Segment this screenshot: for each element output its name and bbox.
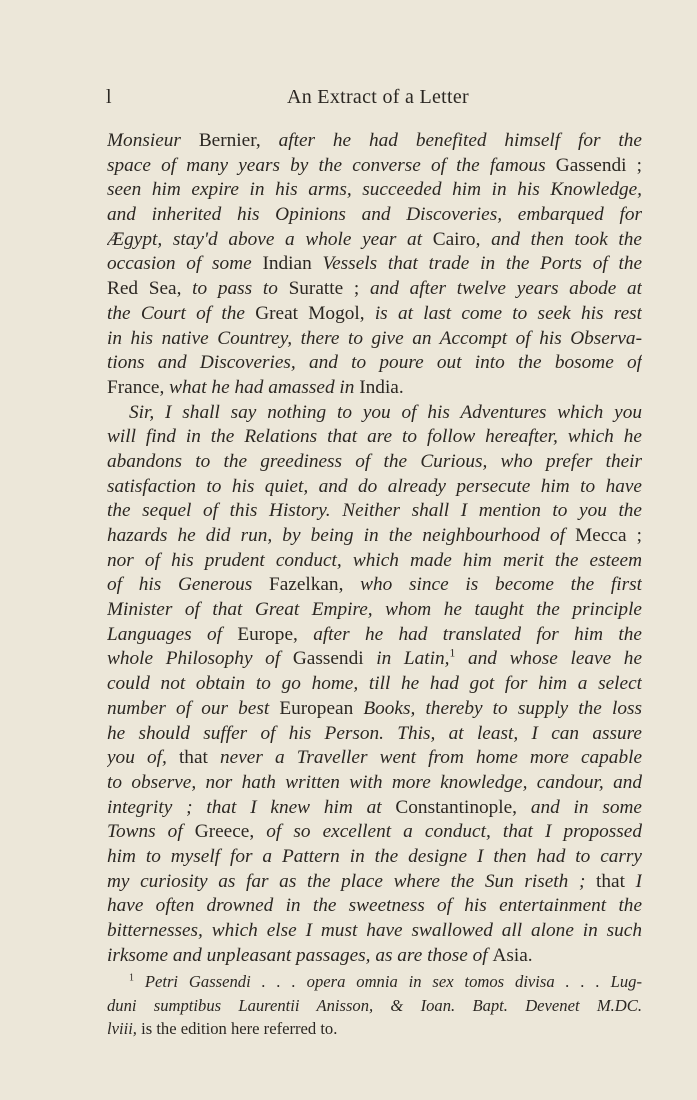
text-run: Cairo, — [432, 228, 492, 250]
text-run: is at last come to seek his rest — [374, 302, 642, 324]
text-run: Towns of — [107, 821, 195, 843]
text-run: Ægypt, stay'd above a whole year at — [107, 228, 433, 250]
text-line — [107, 722, 642, 747]
text-run: tions and Discoveries, and to poure out into the bosome of — [107, 352, 642, 374]
text-run: bitternesses, which else I must have swallowed all alone in such — [107, 920, 642, 941]
text-line — [107, 672, 642, 697]
text-run: abandons to the greediness of the Curious, who prefer their — [107, 450, 642, 472]
text-line — [107, 796, 642, 821]
text-run: and inherited his Opinions and Discoveries, embarqued for — [107, 204, 642, 226]
text-line — [107, 894, 642, 919]
text-run: whole Philosophy of — [107, 648, 293, 670]
text-run: Gassendi — [292, 648, 377, 670]
text-line — [107, 771, 642, 796]
text-run: space of many years by the converse of the famous — [107, 154, 556, 176]
text-line — [107, 327, 642, 352]
text-line — [107, 252, 642, 277]
text-run: him to myself for a Pattern in the designe I then had to carry — [107, 845, 642, 867]
text-run: Books, thereby to supply the loss — [363, 697, 642, 719]
text-line — [107, 475, 642, 500]
text-run: you of, — [107, 747, 179, 769]
text-line — [107, 697, 642, 722]
text-run: who since is become the first — [360, 574, 642, 596]
text-line — [107, 746, 642, 771]
text-line — [107, 647, 642, 672]
text-run: occasion of some — [107, 253, 263, 275]
text-line — [107, 425, 642, 450]
text-run: in his native Countrey, there to give an Accompt of his Observa- — [107, 327, 642, 349]
text-run: European — [279, 697, 364, 719]
text-line — [107, 870, 642, 895]
text-line — [107, 450, 642, 475]
text-run: Indian — [262, 253, 323, 275]
text-line — [107, 573, 642, 598]
page-number: l — [106, 86, 112, 108]
text-run: that — [596, 870, 636, 892]
text-run: nor of his prudent conduct, which made him merit the esteem — [107, 549, 642, 571]
text-run: could not obtain to go home, till he had got for him a select — [107, 673, 642, 695]
text-run: number of our best — [107, 697, 280, 719]
text-line — [107, 277, 642, 302]
text-run: have often drowned in the sweetness of his entertainment the — [107, 895, 642, 917]
text-run: lviii, — [107, 1019, 142, 1038]
text-run: Petri Gassendi . . . opera omnia in sex tomos divisa . . . Lug- — [133, 972, 642, 991]
running-title: An Extract of a Letter — [286, 86, 470, 108]
text-line — [107, 499, 642, 524]
footnote-line — [107, 994, 642, 1018]
text-run: Mecca ; — [575, 525, 642, 546]
text-run: he should suffer of his Person. This, at least, I can assure — [107, 722, 642, 744]
text-run: of so excellent a conduct, that I propossed — [266, 821, 642, 843]
text-run: hazards he did run, by being in the neighbourhood of — [107, 525, 576, 546]
text-run: that — [178, 747, 221, 769]
text-run: and after twelve years abode at — [369, 278, 642, 300]
text-run: Sir, I shall say nothing to you of his Adventures which you — [129, 401, 642, 423]
text-run: Bernier, — [198, 130, 279, 151]
text-line — [107, 203, 642, 228]
text-line — [107, 351, 642, 376]
text-run: duni sumptibus Laurentii Anisson, & Ioan. Bapt. Devenet M.DC. — [107, 995, 642, 1015]
footnote — [107, 970, 642, 1041]
text-run: the sequel of this History. Neither shall I mention to you the — [107, 500, 642, 522]
text-run: France, — [107, 376, 170, 398]
text-run: Languages of — [107, 623, 238, 645]
text-line — [107, 401, 642, 426]
text-line — [107, 376, 642, 401]
text-line — [107, 919, 642, 944]
footnote-line — [107, 970, 642, 994]
text-run: Monsieur — [107, 130, 199, 151]
text-run: and then took the — [491, 228, 642, 250]
running-head — [106, 86, 642, 112]
text-run: India. — [359, 376, 404, 398]
text-run: Asia. — [492, 944, 533, 966]
text-line — [107, 178, 642, 203]
text-run: is the edition here referred to. — [141, 1019, 338, 1038]
text-run: of his Generous — [107, 574, 269, 596]
text-line — [107, 549, 642, 574]
text-run: to pass to — [192, 278, 289, 300]
text-line — [107, 598, 642, 623]
text-run: irksome and unpleasant passages, as are those of — [107, 944, 493, 966]
text-run: Fazelkan, — [268, 574, 361, 596]
footnote-marker: 1 — [129, 972, 134, 984]
text-run: and whose leave he — [455, 648, 642, 670]
text-line — [107, 524, 642, 549]
text-run: after he had benefited himself for the — [278, 130, 642, 151]
text-run: Constantinople, — [395, 796, 531, 818]
text-line — [107, 820, 642, 845]
footnote-line — [107, 1017, 642, 1041]
text-run: Suratte ; — [288, 278, 370, 300]
text-run: Greece, — [194, 821, 267, 843]
text-run: Gassendi ; — [555, 154, 642, 176]
text-run: satisfaction to his quiet, and do already persecute him to have — [107, 475, 642, 497]
text-run: Red Sea, — [107, 278, 193, 300]
text-run: I — [635, 870, 642, 892]
text-run: integrity ; that I knew him at — [107, 796, 396, 818]
text-line — [107, 129, 642, 154]
text-run: the Court of the — [107, 302, 256, 324]
text-run: Vessels that trade in the Ports of the — [322, 253, 642, 275]
text-run: Great Mogol, — [255, 302, 375, 324]
text-line — [107, 154, 642, 179]
text-run: seen him expire in his arms, succeeded him in his Knowledge, — [107, 179, 642, 201]
footnote-marker: 1 — [449, 647, 456, 661]
text-run: and in some — [530, 796, 642, 818]
text-run: what he had amassed in — [169, 376, 360, 398]
text-run: will find in the Relations that are to follow hereafter, which he — [107, 426, 642, 448]
text-line — [107, 302, 642, 327]
text-line — [107, 228, 642, 253]
text-line — [107, 623, 642, 648]
text-run: Minister of that Great Empire, whom he taught the principle — [107, 599, 642, 621]
text-line — [107, 944, 642, 969]
text-run: after he had translated for him the — [313, 623, 642, 645]
text-run: Europe, — [237, 623, 314, 645]
text-run: in Latin, — [376, 648, 450, 670]
text-line — [107, 845, 642, 870]
text-run: never a Traveller went from home more capable — [220, 747, 642, 769]
text-run: to observe, nor hath written with more knowledge, candour, and — [107, 771, 642, 793]
body-text — [107, 129, 642, 968]
text-run: my curiosity as far as the place where the Sun riseth ; — [107, 870, 597, 892]
